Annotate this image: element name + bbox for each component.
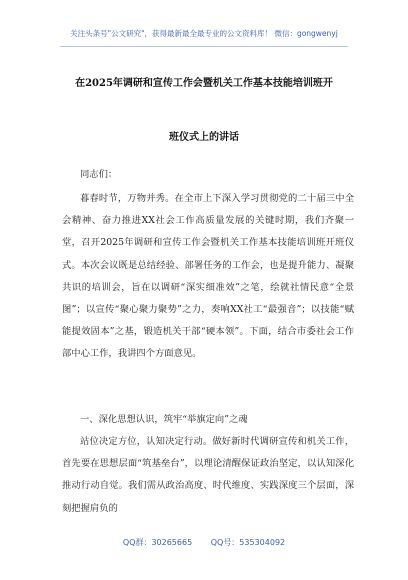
header-divider bbox=[60, 46, 348, 47]
document-title-line-1: 在2025年调研和宣传工作会暨机关工作基本技能培训班开 bbox=[75, 78, 333, 89]
footer-qq-number: QQ号：535304092 bbox=[210, 538, 286, 547]
header-promo-text: 关注头条号"公文研究"，获得最新最全最专业的公文资料库！ 微信：gongwenyj bbox=[70, 29, 338, 38]
document-title-line-2: 班仪式上的讲话 bbox=[169, 132, 239, 143]
body-paragraph-2: 站位决定方位，认知决定行动。做好新时代调研宣传和机关工作，首先要在思想层面“筑基垒台”，以理论清醒保证政治坚定，以认知深化推动行动自觉。我们需从政治高度、时代维度、实践深度三个层面，深刻把握肩负的 bbox=[62, 436, 354, 514]
footer-qq-group: QQ群：30265665 bbox=[122, 538, 193, 547]
header-banner bbox=[0, 0, 408, 50]
section-heading-1: 一、深化思想认识，筑牢“举旗定向”之魂 bbox=[80, 414, 248, 425]
footer-contact bbox=[0, 537, 408, 548]
greeting: 同志们： bbox=[80, 169, 118, 180]
body-paragraph-1: 暮春时节，万物并秀。在全市上下深入学习贯彻党的二十届三中全会精神、奋力推进XX社会工作高质量发展的关键时期，我们齐聚一堂，召开2025年调研和宣传工作会暨机关工作基本技能培训班开班仪式。本次会议既是总结经验、部署任务的工作会，也是提升能力、凝聚共识的培训会，旨在以调研“深实细准效”之笔，绘就社情民意“全景图”；以宣传“聚心聚力聚势”之力，奏响XX社工“最强音”；以技能“赋能提效固本”之基，锻造机关干部“硬本领”。下面，结合市委社会工作部中心工作，我讲四个方面意见。 bbox=[62, 193, 354, 360]
